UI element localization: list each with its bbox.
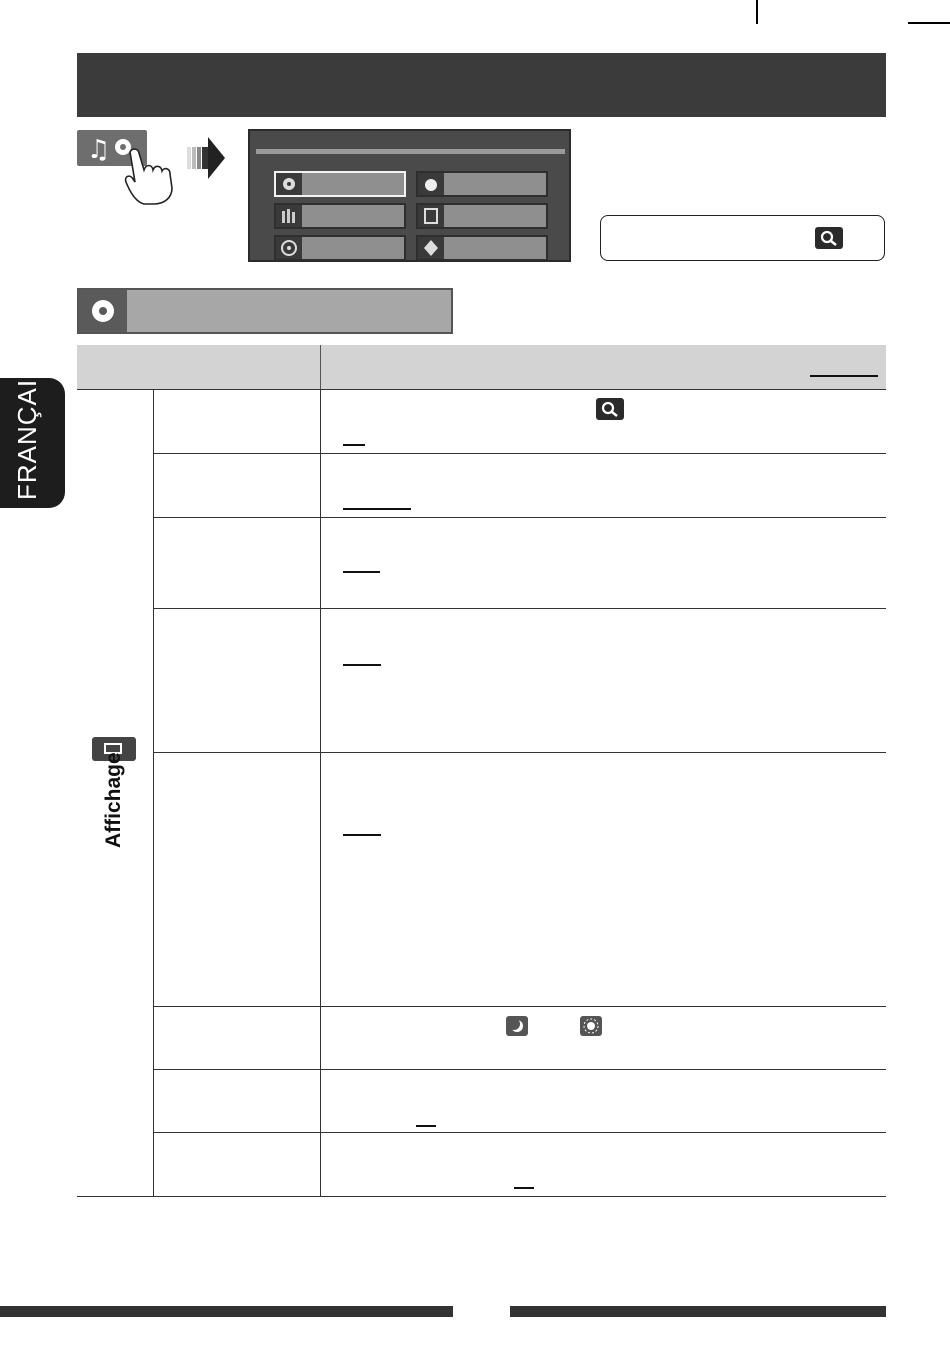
right-arrow-icon (187, 137, 227, 179)
category-label: Affichage (102, 752, 125, 848)
document-icon (418, 205, 444, 227)
table-header-divider (320, 345, 321, 389)
page-header-bar (77, 53, 886, 117)
table-row-divider (153, 608, 886, 609)
default-underline (343, 508, 411, 510)
screen-title-bar (256, 149, 565, 154)
table-bottom-border (77, 1196, 886, 1197)
footer-bar (0, 1306, 453, 1317)
table-row-divider (153, 453, 886, 454)
table-column-divider (153, 389, 154, 1196)
table-row-divider (153, 752, 886, 753)
section-tab-display (77, 288, 453, 334)
footer-bar (510, 1306, 886, 1317)
sun-icon (580, 1016, 602, 1036)
default-underline (810, 375, 878, 377)
menu-button-display[interactable] (274, 171, 406, 197)
knob-icon (418, 173, 444, 195)
table-row-divider (153, 1069, 886, 1070)
language-label: FRANÇAIS (12, 360, 42, 500)
default-underline (514, 1187, 534, 1189)
magnifier-icon (596, 398, 624, 420)
crop-mark (756, 0, 758, 24)
default-underline (343, 664, 381, 666)
hand-pointer-icon (122, 148, 184, 206)
language-tab (0, 360, 65, 508)
crop-mark (908, 22, 950, 24)
menu-button-system[interactable] (416, 203, 548, 229)
menu-button-sound[interactable] (416, 171, 548, 197)
bluetooth-icon (418, 237, 444, 259)
menu-button-input[interactable] (274, 203, 406, 229)
gear-icon (276, 173, 302, 195)
gear-icon (79, 290, 127, 332)
default-underline (416, 1125, 436, 1127)
svg-text:♫: ♫ (87, 135, 111, 165)
equalizer-icon (276, 205, 302, 227)
default-underline (343, 444, 365, 446)
moon-icon (506, 1016, 528, 1036)
table-row-divider (153, 1132, 886, 1133)
table-row-divider (153, 1006, 886, 1007)
menu-button-disc[interactable] (274, 235, 406, 261)
default-underline (343, 571, 380, 573)
table-row-divider (153, 517, 886, 518)
disc-icon (276, 237, 302, 259)
menu-button-bluetooth[interactable] (416, 235, 548, 261)
settings-screen-mockup (248, 129, 571, 262)
default-underline (343, 834, 381, 836)
table-column-divider (320, 389, 321, 1196)
table-header (77, 345, 886, 390)
magnifier-icon (815, 227, 843, 249)
reference-box (600, 215, 885, 261)
